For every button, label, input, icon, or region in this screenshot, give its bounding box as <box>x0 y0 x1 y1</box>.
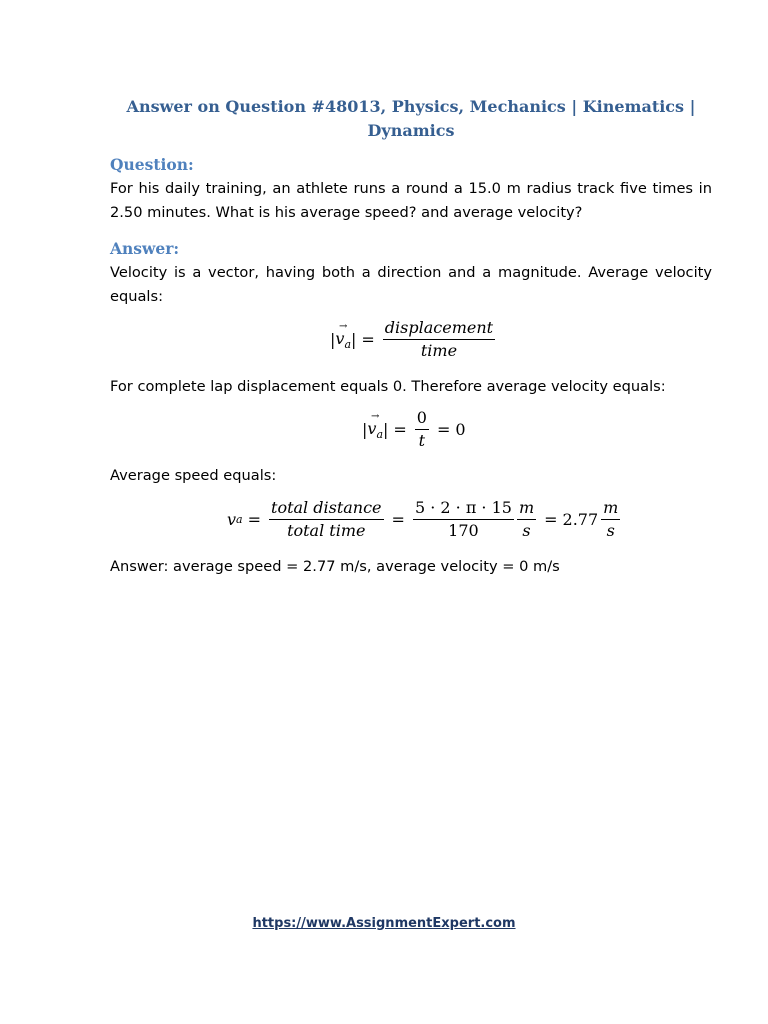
average-speed-text: Average speed equals: <box>110 467 277 484</box>
distance-over-time-fraction: $\frac{\text{total distance}}{\text{total time}}$ <box>271 498 382 540</box>
velocity-vector-symbol: → $v_a$ <box>367 410 383 441</box>
lap-displacement-text: For complete lap displacement equals 0. Therefore average velocity equals: <box>110 378 666 395</box>
answer-heading: Answer: <box>110 239 180 258</box>
equation-average-speed: v a = $\frac{\text{total distance}}{\text{total time}}$ = $\frac{5 \cdot 2 \cdot \pi \cdot 15}{170}$ $\frac{m}{s}$ = 2.77 $\frac{m}{s}$ <box>227 498 619 540</box>
footer <box>0 916 768 931</box>
question-heading: Question: <box>110 155 194 174</box>
velocity-vector-symbol: → $v_a$ <box>335 320 351 351</box>
zero-over-t-fraction: $\frac{0}{t}$ <box>416 408 427 450</box>
answer-intro-text: Velocity is a vector, having both a direction and a magnitude. Average velocity equals: <box>110 264 712 305</box>
question-text: For his daily training, an athlete runs a round a 15.0 m radius track five times in 2.50 minutes. What is his average speed? and average velocity? <box>110 180 712 221</box>
document-title <box>110 95 712 143</box>
equation-average-velocity-zero: | → $v_a$ | = $\frac{0}{t}$ = 0 <box>362 408 466 450</box>
unit-fraction: $\frac{m}{s}$ <box>518 498 535 540</box>
assignment-expert-link[interactable]: https://www.AssignmentExpert.com <box>252 916 516 931</box>
displacement-over-time-fraction: $\frac{\text{displacement}}{\text{time}}$ <box>384 318 494 360</box>
title-line-2: Dynamics <box>367 121 455 140</box>
title-line-1: Answer on Question #48013, Physics, Mechanics | Kinematics | <box>126 97 696 116</box>
result-unit-fraction: $\frac{m}{s}$ <box>603 498 619 540</box>
final-answer-text: Answer: average speed = 2.77 m/s, average velocity = 0 m/s <box>110 558 560 575</box>
equation-average-velocity-definition: | → $v_a$ | = $\frac{\text{displacement}}{\text{time}}$ <box>330 318 494 360</box>
numeric-fraction: $\frac{5 \cdot 2 \cdot \pi \cdot 15}{170}$ <box>414 498 512 540</box>
